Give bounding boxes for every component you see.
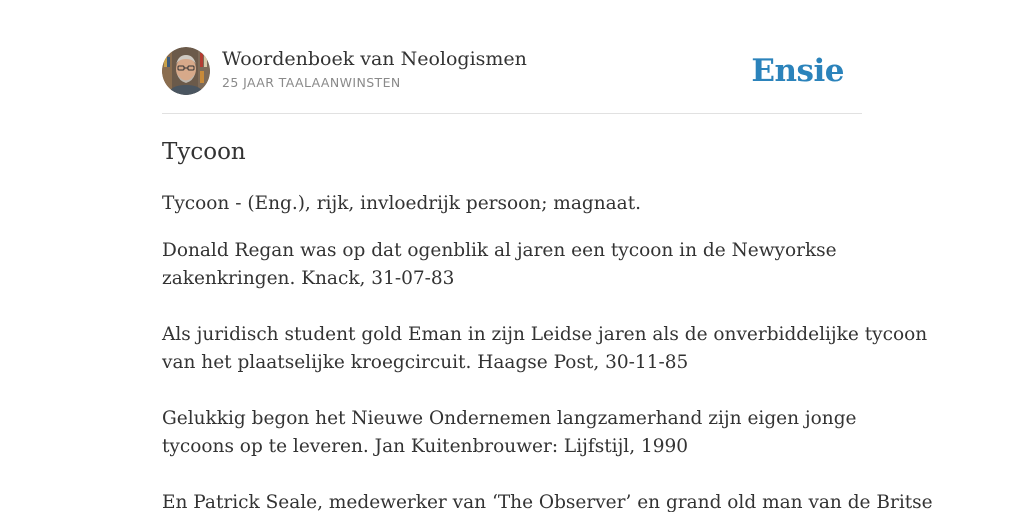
- quote-list: [162, 237, 933, 512]
- ensie-logo-link[interactable]: Ensie: [751, 53, 844, 89]
- quote-line: Donald Regan was op dat ogenblik al jaren een tycoon in de Newyorkse: [162, 240, 837, 261]
- quote-paragraph: [162, 489, 933, 512]
- author-portrait-icon[interactable]: [162, 47, 210, 95]
- header-divider: [162, 113, 862, 114]
- blog-subtitle: 25 JAAR TAALAANWINSTEN: [222, 75, 401, 90]
- article: [162, 136, 933, 512]
- quote-line: tycoons op te leveren. Jan Kuitenbrouwer: Lijfstijl, 1990: [162, 436, 689, 457]
- definition-text: Tycoon - (Eng.), rijk, invloedrijk persoon; magnaat.: [162, 193, 642, 214]
- blog-header: [162, 47, 862, 95]
- quote-line: Gelukkig begon het Nieuwe Ondernemen langzamerhand zijn eigen jonge: [162, 408, 857, 429]
- blog-title-link[interactable]: Woordenboek van Neologismen: [222, 48, 527, 70]
- quote-paragraph: [162, 405, 866, 461]
- quote-line: van het plaatselijke kroegcircuit. Haagse Post, 30-11-85: [162, 352, 689, 373]
- quote-line: zakenkringen. Knack, 31-07-83: [162, 268, 455, 289]
- quote-paragraph: [162, 321, 928, 377]
- article-title: Tycoon: [162, 139, 246, 165]
- quote-line: Als juridisch student gold Eman in zijn Leidse jaren als de onverbiddelijke tycoon: [162, 324, 928, 345]
- quote-paragraph: [162, 237, 866, 293]
- quote-line: En Patrick Seale, medewerker van ‘The Observer’ en grand old man van de Britse: [162, 492, 933, 512]
